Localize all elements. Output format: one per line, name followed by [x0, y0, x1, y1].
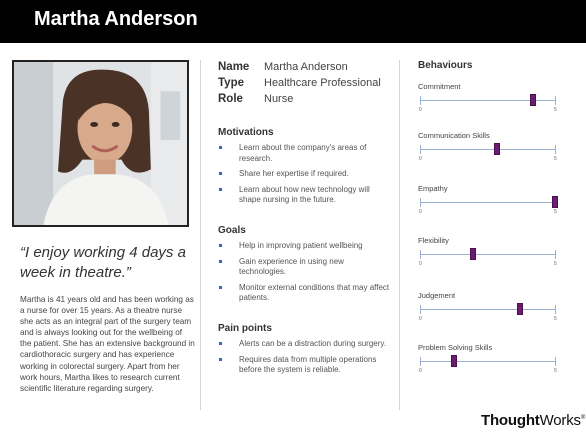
- slider-label: Flexibility: [418, 236, 449, 245]
- list-item: Learn about the company's areas of research.: [218, 143, 393, 164]
- info-key: Role: [218, 93, 243, 105]
- list-item: Monitor external conditions that may affect patients.: [218, 283, 393, 304]
- list-item: Requires data from multiple operations before the system is reliable.: [218, 355, 393, 376]
- behaviour-slider-problem-solving: [418, 343, 558, 383]
- thoughtworks-logo: [481, 412, 585, 429]
- behaviour-slider-judgement: [418, 291, 558, 331]
- slider-tick-max: [555, 250, 556, 259]
- slider-knob: [451, 355, 457, 367]
- slider-tick-min: [420, 305, 421, 314]
- persona-name-title: Martha Anderson: [34, 8, 198, 30]
- slider-tick-max: [555, 357, 556, 366]
- column-divider-left: [200, 60, 201, 410]
- slider-knob: [530, 94, 536, 106]
- behaviour-slider-empathy: [418, 184, 558, 224]
- slider-tick-max: [555, 145, 556, 154]
- slider-label: Empathy: [418, 184, 448, 193]
- list-item: Help in improving patient wellbeing: [218, 241, 393, 252]
- info-key: Name: [218, 61, 250, 73]
- slider-knob: [517, 303, 523, 315]
- list-item: Gain experience in using new technologies.: [218, 257, 393, 278]
- slider-max-label: 5: [554, 316, 557, 322]
- behaviour-slider-flexibility: [418, 236, 558, 276]
- slider-max-label: 5: [554, 209, 557, 215]
- slider-tick-min: [420, 145, 421, 154]
- info-value: Martha Anderson: [264, 61, 348, 73]
- behaviour-slider-communication: [418, 131, 558, 171]
- slider-max-label: 5: [554, 107, 557, 113]
- logo-text-rest: Works: [539, 412, 581, 429]
- list-item: Learn about how new technology will shape nursing in the future.: [218, 185, 393, 206]
- slider-min-label: 0: [419, 368, 422, 374]
- column-divider-right: [399, 60, 400, 410]
- slider-tick-min: [420, 96, 421, 105]
- slider-track: [420, 149, 556, 150]
- slider-min-label: 0: [419, 316, 422, 322]
- slider-track: [420, 309, 556, 310]
- motivations-list: [218, 143, 393, 211]
- slider-label: Judgement: [418, 291, 456, 300]
- info-row-role: [218, 93, 381, 109]
- pain-points-list: [218, 339, 393, 381]
- slider-tick-min: [420, 198, 421, 207]
- slider-knob: [470, 248, 476, 260]
- slider-min-label: 0: [419, 261, 422, 267]
- behaviour-slider-commitment: [418, 82, 558, 122]
- slider-track: [420, 202, 556, 203]
- behaviours-heading: Behaviours: [418, 60, 473, 71]
- goals-heading: Goals: [218, 225, 246, 236]
- pain-points-heading: Pain points: [218, 323, 272, 334]
- slider-knob: [552, 196, 558, 208]
- info-value: Healthcare Professional: [264, 77, 381, 89]
- goals-list: [218, 241, 393, 309]
- slider-min-label: 0: [419, 156, 422, 162]
- slider-label: Communication Skills: [418, 131, 490, 140]
- info-value: Nurse: [264, 93, 294, 105]
- slider-min-label: 0: [419, 107, 422, 113]
- list-item: Share her expertise if required.: [218, 169, 393, 180]
- slider-label: Commitment: [418, 82, 461, 91]
- motivations-heading: Motivations: [218, 127, 274, 138]
- slider-max-label: 5: [554, 368, 557, 374]
- slider-tick-max: [555, 305, 556, 314]
- slider-knob: [494, 143, 500, 155]
- info-key: Type: [218, 77, 244, 89]
- slider-label: Problem Solving Skills: [418, 343, 493, 352]
- slider-track: [420, 361, 556, 362]
- info-row-name: [218, 61, 381, 77]
- slider-min-label: 0: [419, 209, 422, 215]
- header-bar: [0, 0, 586, 43]
- slider-tick-min: [420, 250, 421, 259]
- list-item: Alerts can be a distraction during surgery.: [218, 339, 393, 350]
- logo-text-bold: Thought: [481, 412, 540, 429]
- persona-quote: “I enjoy working 4 days a week in theatre.”: [20, 244, 186, 281]
- slider-track: [420, 254, 556, 255]
- persona-info: [218, 61, 381, 109]
- slider-tick-min: [420, 357, 421, 366]
- slider-max-label: 5: [554, 261, 557, 267]
- info-row-type: [218, 77, 381, 93]
- persona-bio: Martha is 41 years old and has been working as a nurse for over 15 years. As a theatre nurse she acts as an integral part of the surgery team and is always looking out for the wellbeing of the patient. She has an extensive background in cardiothoracic surgery and has experience working in colorectal surgery. Apart from her work hours, Martha likes to research current scientific literature regarding surgery.: [20, 295, 195, 393]
- logo-mark: ®: [580, 415, 586, 421]
- slider-max-label: 5: [554, 156, 557, 162]
- persona-photo: [12, 60, 189, 227]
- slider-tick-max: [555, 96, 556, 105]
